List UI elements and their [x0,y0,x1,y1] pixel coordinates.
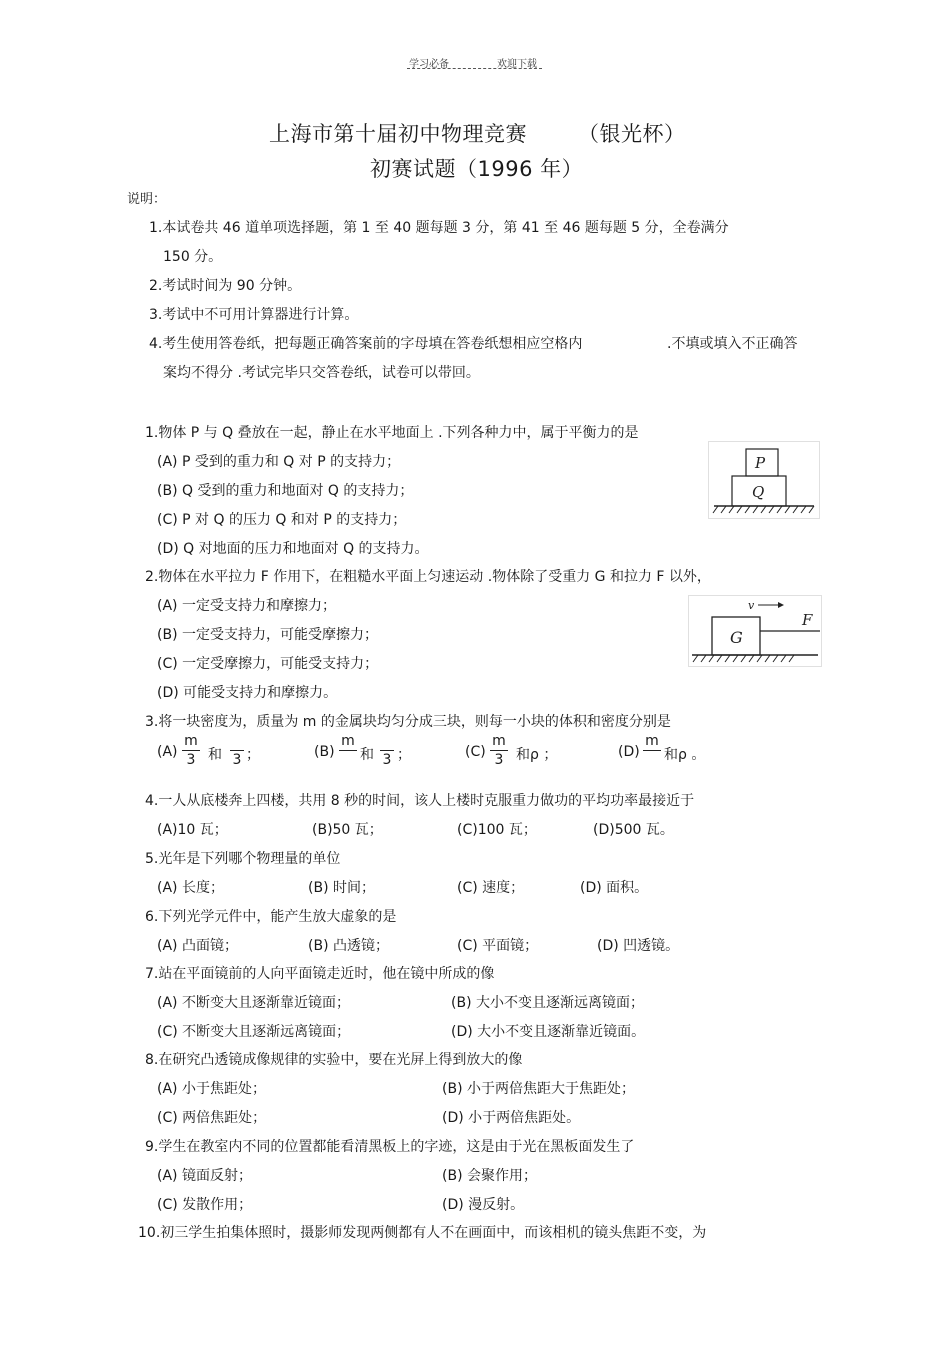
fraction-numerator [380,733,394,749]
question-option: (B) 凸透镜； [308,938,389,954]
question-option: (B) 会聚作用； [442,1168,537,1184]
question-option: (A)10 瓦； [157,822,228,838]
question-stem: 6.下列光学元件中，能产生放大虚象的是 [145,909,397,925]
page-title-paren: （银光杯） [578,122,686,146]
stacked-blocks-figure [708,441,820,519]
option-letter: (C) [465,744,486,760]
question-stem: 3.将一块密度为，质量为 m 的金属块均匀分成三块，则每一小块的体积和密度分别是 [145,714,671,730]
velocity-label: v [748,599,755,612]
question-option: (B) Q 受到的重力和地面对 Q 的支持力； [157,483,414,499]
question-option: (B) 小于两倍焦距大于焦距处； [442,1081,635,1097]
question-stem: 8.在研究凸透镜成像规律的实验中，要在光屏上得到放大的像 [145,1052,523,1068]
question-option: (C) P 对 Q 的压力 Q 和对 P 的支持力； [157,512,407,528]
question-option: (B) 一定受支持力，可能受摩擦力； [157,627,378,643]
note-item: 3.考试中不可用计算器进行计算。 [149,307,359,323]
note-item: 1.本试卷共 46 道单项选择题，第 1 至 40 题每题 3 分，第 41 至 46 题每题 5 分，全卷满分 [149,220,729,236]
question-stem: 10.初三学生拍集体照时，摄影师发现两侧都有人不在画面中，而该相机的镜头焦距不变，为 [138,1225,707,1241]
fraction-numerator: m [341,733,355,749]
question-stem: 1.物体 P 与 Q 叠放在一起，静止在水平地面上 .下列各种力中，属于平衡力的是 [145,425,639,441]
question-option: (D) Q 对地面的压力和地面对 Q 的支持力。 [157,541,429,557]
question-option: (D) 凹透镜。 [597,938,680,954]
note-item: 4.考生使用答卷纸，把每题正确答案前的字母填在答卷纸想相应空格内 [149,336,583,352]
option-text: ； [246,747,260,763]
question-stem: 2.物体在水平拉力 F 作用下，在粗糙水平面上匀速运动 .物体除了受重力 G 和拉力 F 以外， [145,569,711,585]
question-stem: 4.一人从底楼奔上四楼，共用 8 秒的时间，该人上楼时克服重力做功的平均功率最接近于 [145,793,695,809]
question-option: (A) P 受到的重力和 Q 对 P 的支持力； [157,454,401,470]
fraction-numerator: m [184,733,198,749]
option-letter: (A) [157,744,178,760]
fraction-denominator [643,752,661,768]
question-option: (C) 两倍焦距处； [157,1110,267,1126]
question-stem: 9.学生在教室内不同的位置都能看清黑板上的字迹，这是由于光在黑板面发生了 [145,1139,635,1155]
page-title: 上海市第十届初中物理竞赛 [269,122,527,146]
block-p-label: P [755,454,766,472]
question-option: (D)500 瓦。 [593,822,674,838]
notes-heading: 说明： [127,192,167,207]
fraction-over-3 [380,733,394,768]
fraction-numerator: m [492,733,506,749]
question-option: (D) 大小不变且逐渐靠近镜面。 [451,1024,646,1040]
fraction-m [339,733,357,768]
fraction-denominator [339,752,357,768]
fraction-numerator [230,733,244,749]
option-text: 和 [360,747,374,763]
question-stem: 5.光年是下列哪个物理量的单位 [145,851,341,867]
question-option: (C) 发散作用； [157,1197,253,1213]
question-stem: 7.站在平面镜前的人向平面镜走近时，他在镜中所成的像 [145,966,495,982]
block-q-label: Q [752,483,765,501]
question-option: (A) 小于焦距处； [157,1081,266,1097]
note-item: 2.考试时间为 90 分钟。 [149,278,302,294]
fraction-denominator: 3 [186,752,196,768]
question-option: (D) 小于两倍焦距处。 [442,1110,581,1126]
option-letter: (B) [314,744,335,760]
block-g-label: G [730,628,743,647]
force-f-label: F [802,611,813,629]
fraction-numerator: m [645,733,659,749]
note-item: .不填或填入不正确答 [667,336,798,352]
question-option: (C) 平面镜； [457,938,539,954]
page-subtitle: 初赛试题（1996 年） [370,157,584,181]
question-option: (A) 镜面反射； [157,1168,252,1184]
option-text: 和 [208,747,222,763]
header-right: 欢迎下载 [497,59,537,70]
option-text: 和ρ 。 [664,747,706,763]
question-option: (A) 长度； [157,880,224,896]
fraction-denominator: 3 [494,752,504,768]
question-option: (B) 时间； [308,880,375,896]
question-option: (D) 可能受支持力和摩擦力。 [157,685,338,701]
question-option: (C) 不断变大且逐渐远离镜面； [157,1024,351,1040]
fraction-denominator: 3 [232,752,242,768]
header-left: 学习必备 [409,59,449,70]
note-item: 案均不得分 .考试完毕只交答卷纸，试卷可以带回。 [163,365,480,381]
note-item: 150 分。 [163,249,223,265]
fraction-over-3 [230,733,244,768]
option-text: ； [397,747,411,763]
option-letter: (D) [618,744,640,760]
question-option: (A) 凸面镜； [157,938,238,954]
fraction-denominator: 3 [382,752,392,768]
option-text: 和ρ ； [516,747,558,763]
question-option: (C) 一定受摩擦力，可能受支持力； [157,656,379,672]
question-option: (A) 一定受支持力和摩擦力； [157,598,336,614]
question-option: (D) 面积。 [580,880,649,896]
header-divider [407,68,542,69]
fraction-m-over-3 [490,733,508,768]
question-option: (B)50 瓦； [312,822,383,838]
question-option: (C) 速度； [457,880,525,896]
question-option: (A) 不断变大且逐渐靠近镜面； [157,995,350,1011]
question-option: (C)100 瓦； [457,822,537,838]
question-option: (D) 漫反射。 [442,1197,525,1213]
pulled-block-figure [688,595,822,667]
question-option: (B) 大小不变且逐渐远离镜面； [451,995,644,1011]
fraction-m [643,733,661,768]
fraction-m-over-3 [182,733,200,768]
